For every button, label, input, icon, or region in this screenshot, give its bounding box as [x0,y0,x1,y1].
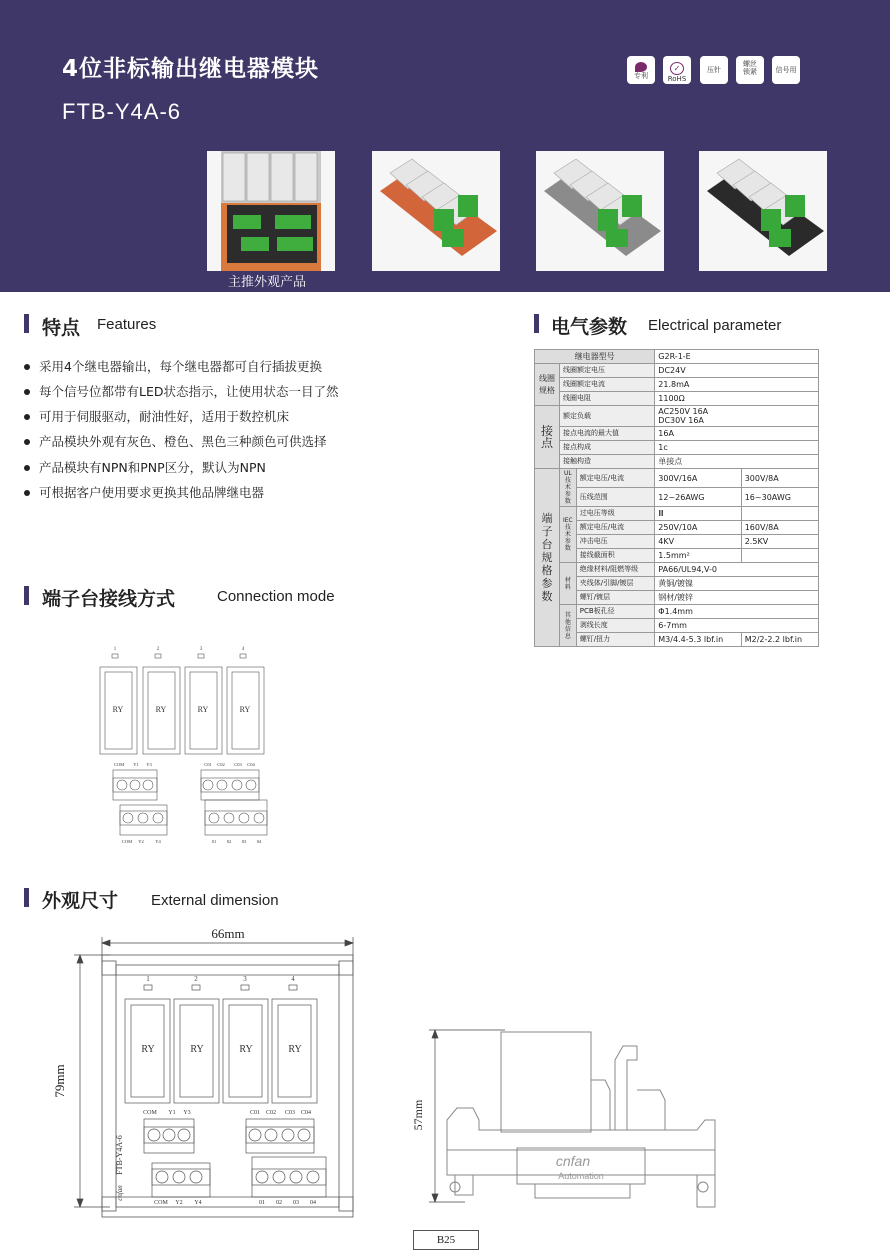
svg-text:04: 04 [256,839,262,844]
table-row: 线圈额定电流 21.8mA [535,378,819,392]
svg-text:1: 1 [146,975,150,983]
table-row: 夹线体/引脚/镀层 黄铜/镀镍 [535,577,819,591]
feature-item: 可根据客户使用要求更换其他品牌继电器 [24,483,264,501]
features-title: 特点 [42,317,81,339]
screw-lock-badge: 螺丝锁紧 [736,56,764,84]
table-row: 压线范围 12~26AWG 16~30AWG [535,488,819,507]
page-code: B25 [413,1230,479,1250]
svg-text:79mm: 79mm [52,1064,67,1098]
svg-text:C03: C03 [284,1110,296,1116]
table-row: 其他信息 PCB板孔径 Φ1.4mm [535,605,819,619]
svg-text:COM: COM [113,762,125,767]
dimension-title-en: External dimension [151,892,279,909]
svg-text:RY: RY [112,705,124,714]
svg-text:Y1: Y1 [168,1110,176,1116]
svg-text:01: 01 [211,839,217,844]
connection-title-en: Connection mode [217,588,335,605]
connection-title: 端子台接线方式 [42,588,176,610]
svg-text:1: 1 [113,647,117,652]
side-view-drawing [405,1020,735,1220]
table-row: 额定电压/电流 250V/10A 160V/8A [535,521,819,535]
electrical-title-en: Electrical parameter [648,317,782,334]
check-icon: ✓ [670,62,684,75]
feature-item: 每个信号位都带有LED状态指示，让使用状态一目了然 [24,382,339,400]
svg-text:RY: RY [239,705,251,714]
patent-icon [635,62,647,72]
feature-item: 产品模块外观有灰色、橙色、黑色三种颜色可供选择 [24,432,327,450]
svg-text:66mm: 66mm [211,926,245,941]
table-row: 线圈电阻 1100Ω [535,392,819,406]
section-marker [24,314,29,333]
svg-text:C02: C02 [217,762,225,767]
features-title-en: Features [97,316,157,333]
table-row: 继电器型号 G2R-1-E [535,350,819,364]
svg-text:RY: RY [239,1044,253,1055]
patent-badge: 专利 [627,56,655,84]
svg-text:COM: COM [154,1200,168,1206]
svg-text:3: 3 [199,647,203,652]
svg-text:Y2: Y2 [138,839,144,844]
svg-text:C03: C03 [234,762,242,767]
svg-text:RY: RY [190,1044,204,1055]
svg-text:02: 02 [276,1200,282,1206]
svg-text:4: 4 [291,975,295,983]
bullet-icon [24,439,30,445]
svg-text:COM: COM [121,839,133,844]
table-row: 接触构造 单接点 [535,455,819,469]
svg-text:Y1: Y1 [133,762,139,767]
svg-text:Y3: Y3 [183,1110,191,1116]
svg-text:03: 03 [293,1200,299,1206]
product-photo-front [207,151,335,271]
svg-text:RY: RY [141,1044,155,1055]
bullet-icon [24,389,30,395]
svg-text:2: 2 [156,647,160,652]
svg-text:Y3: Y3 [146,762,152,767]
svg-text:4: 4 [241,647,245,652]
bullet-icon [24,465,30,471]
page-title: 4位非标输出继电器模块 [62,56,320,82]
svg-text:C02: C02 [265,1110,277,1116]
svg-text:RY: RY [197,705,209,714]
section-marker [24,888,29,907]
table-row: 螺钉/镀层 钢材/镀锌 [535,591,819,605]
dimension-title: 外观尺寸 [42,890,119,912]
table-row: 螺钉/扭力 M3/4.4-5.3 lbf.in M2/2-2.2 lbf.in [535,633,819,647]
table-row: 接点 额定负载 AC250V 16A DC30V 16A [535,406,819,427]
svg-text:C01: C01 [204,762,212,767]
product-photo-orange [372,151,500,271]
table-row: 材料 绝缘材料/阻燃等级 PA66/UL94,V-0 [535,563,819,577]
photo-caption: 主推外观产品 [228,275,307,290]
connection-diagram [90,640,280,850]
bullet-icon [24,364,30,370]
table-row: 剥线长度 6-7mm [535,619,819,633]
product-photo-grey [536,151,664,271]
product-photo-black [699,151,827,271]
electrical-parameter-table [534,349,819,647]
svg-text:02: 02 [226,839,232,844]
top-view-drawing [40,925,370,1225]
feature-item: 采用4个继电器输出，每个继电器都可自行插拔更换 [24,357,322,375]
rohs-badge: ✓ RoHS [663,56,691,84]
svg-text:COM: COM [143,1110,157,1116]
svg-text:01: 01 [259,1200,265,1206]
svg-text:3: 3 [243,975,247,983]
svg-text:04: 04 [310,1200,316,1206]
feature-item: 产品模块有NPN和PNP区分，默认为NPN [24,458,266,476]
svg-text:C01: C01 [249,1110,261,1116]
bullet-icon [24,414,30,420]
model-number: FTB-Y4A-6 [62,99,182,124]
table-row: 接点构成 1c [535,441,819,455]
feature-item: 可用于伺服驱动，耐油性好，适用于数控机床 [24,407,289,425]
svg-text:FTB-Y4A-6: FTB-Y4A-6 [115,1135,124,1175]
svg-text:2: 2 [194,975,198,983]
svg-text:RY: RY [155,705,167,714]
svg-text:03: 03 [241,839,247,844]
svg-text:C04: C04 [247,762,255,767]
svg-text:RY: RY [288,1044,302,1055]
table-row: 接点电流的最大值 16A [535,427,819,441]
signal-badge: 信号用 [772,56,800,84]
table-row: 端子台规格参数 UL技术参数 额定电压/电流 300V/16A 300V/8A [535,469,819,488]
svg-text:C04: C04 [300,1110,312,1116]
svg-text:Automation: Automation [558,1171,604,1181]
svg-text:Y4: Y4 [155,839,161,844]
table-row: 接线截面积 1.5mm² [535,549,819,563]
table-row: 冲击电压 4KV 2.5KV [535,535,819,549]
section-marker [534,314,539,333]
svg-text:Y2: Y2 [175,1200,183,1206]
table-row: IEC技术参数 过电压等级 Ⅲ [535,507,819,521]
svg-text:cnfan: cnfan [555,1153,591,1169]
section-marker [24,586,29,605]
electrical-title: 电气参数 [551,316,628,338]
svg-text:57mm: 57mm [411,1099,425,1131]
bullet-icon [24,490,30,496]
table-row: 线圈规格 线圈额定电压 DC24V [535,364,819,378]
svg-text:cnfan: cnfan [116,1185,124,1201]
svg-text:Y4: Y4 [194,1200,202,1206]
press-pin-badge: 压针 [700,56,728,84]
